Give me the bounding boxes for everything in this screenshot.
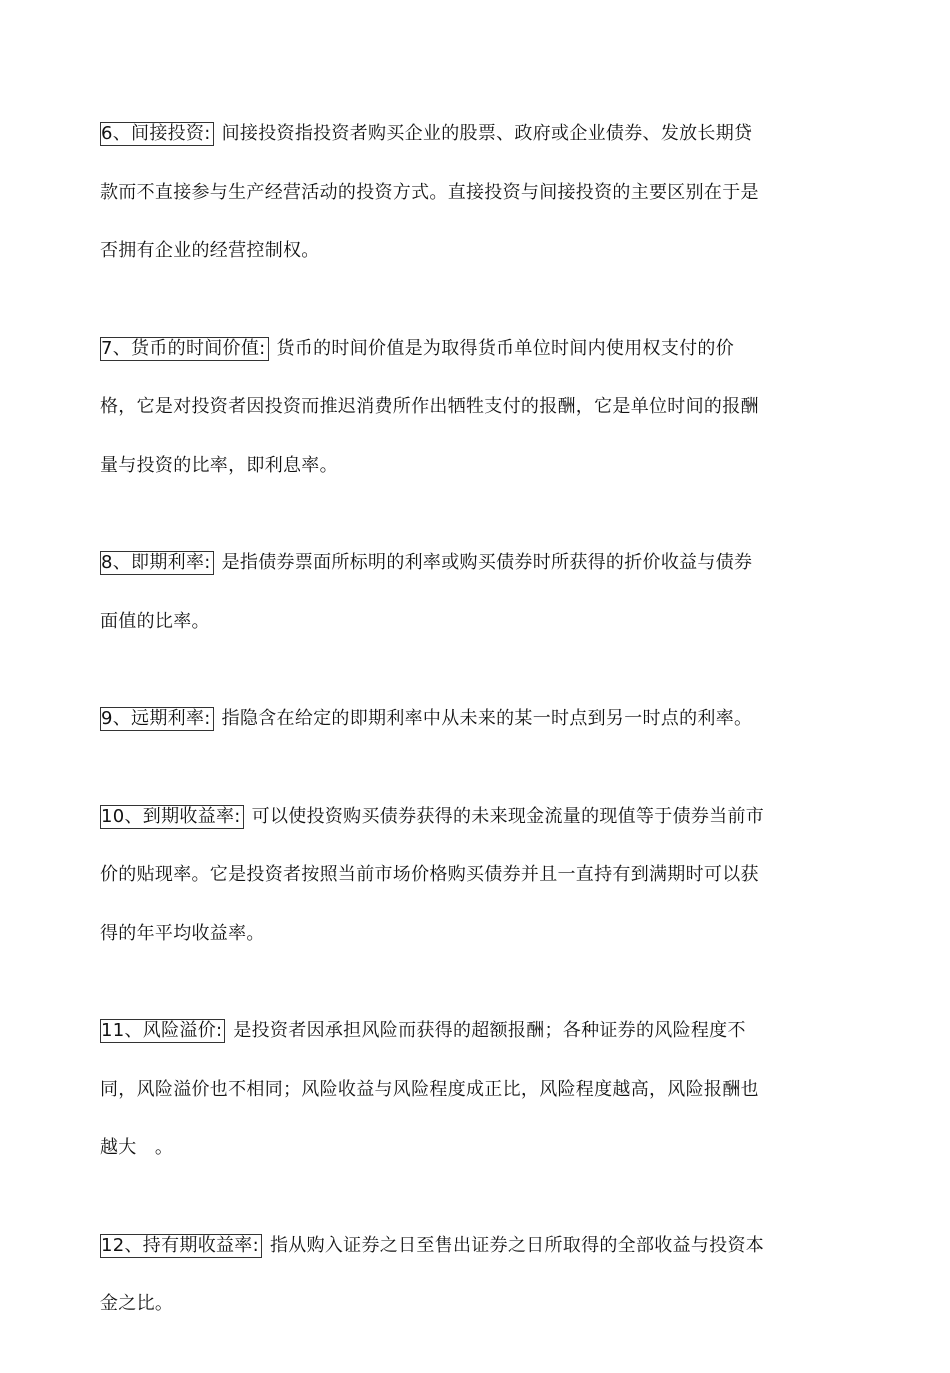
definition-entry-7 (100, 320, 790, 496)
definition-line: 格，它是对投资者因投资而推迟消费所作出牺牲支付的报酬，它是单位时间的报酬 (100, 396, 759, 417)
document-page (100, 105, 790, 1373)
definition-line (100, 1217, 790, 1276)
definition-entry-10 (100, 788, 790, 964)
definition-entry-12 (100, 1217, 790, 1334)
definition-line (100, 534, 790, 593)
definition-entry-9 (100, 690, 790, 749)
definition-line: 越大 。 (100, 1137, 174, 1158)
definition-line (100, 1002, 790, 1061)
term-label: 9、远期利率: (100, 707, 214, 731)
definition-text: 间接投资指投资者购买企业的股票、政府或企业债券、发放长期贷 (221, 123, 753, 144)
definition-line: 面值的比率。 (100, 610, 210, 632)
definition-line: 金之比。 (100, 1293, 174, 1314)
definition-entry-11 (100, 1002, 790, 1178)
definition-line (100, 105, 790, 164)
definition-line: 款而不直接参与生产经营活动的投资方式。直接投资与间接投资的主要区别在于是 (100, 181, 759, 203)
definition-text: 可以使投资购买债券获得的未来现金流量的现值等于债券当前市 (251, 805, 765, 827)
term-label: 12、持有期收益率: (100, 1234, 262, 1258)
definition-text: 指从购入证券之日至售出证券之日所取得的全部收益与投资本 (269, 1234, 765, 1256)
definition-line: 同，风险溢价也不相同；风险收益与风险程度成正比，风险程度越高，风险报酬也 (100, 1078, 759, 1100)
definition-text: 指隐含在给定的即期利率中从未来的某一时点到另一时点的利率。 (221, 708, 753, 729)
definition-entry-8 (100, 534, 790, 651)
definition-text: 是指债券票面所标明的利率或购买债券时所获得的折价收益与债券 (221, 552, 753, 573)
definition-text: 货币的时间价值是为取得货币单位时间内使用权支付的价 (276, 337, 735, 359)
definition-line (100, 788, 790, 847)
definition-line: 得的年平均收益率。 (100, 922, 265, 944)
term-label: 7、货币的时间价值: (100, 337, 269, 361)
definition-entry-6 (100, 105, 790, 281)
term-label: 8、即期利率: (100, 551, 214, 575)
term-label: 10、到期收益率: (100, 805, 244, 829)
definition-text: 是投资者因承担风险而获得的超额报酬；各种证券的风险程度不 (233, 1020, 746, 1041)
term-label: 11、风险溢价: (100, 1019, 225, 1043)
term-label: 6、间接投资: (100, 122, 214, 146)
definition-line: 量与投资的比率，即利息率。 (100, 454, 338, 476)
definition-line: 价的贴现率。它是投资者按照当前市场价格购买债券并且一直持有到满期时可以获 (100, 864, 759, 885)
definition-line (100, 320, 790, 379)
definition-line (100, 690, 790, 749)
definition-line: 否拥有企业的经营控制权。 (100, 240, 320, 261)
